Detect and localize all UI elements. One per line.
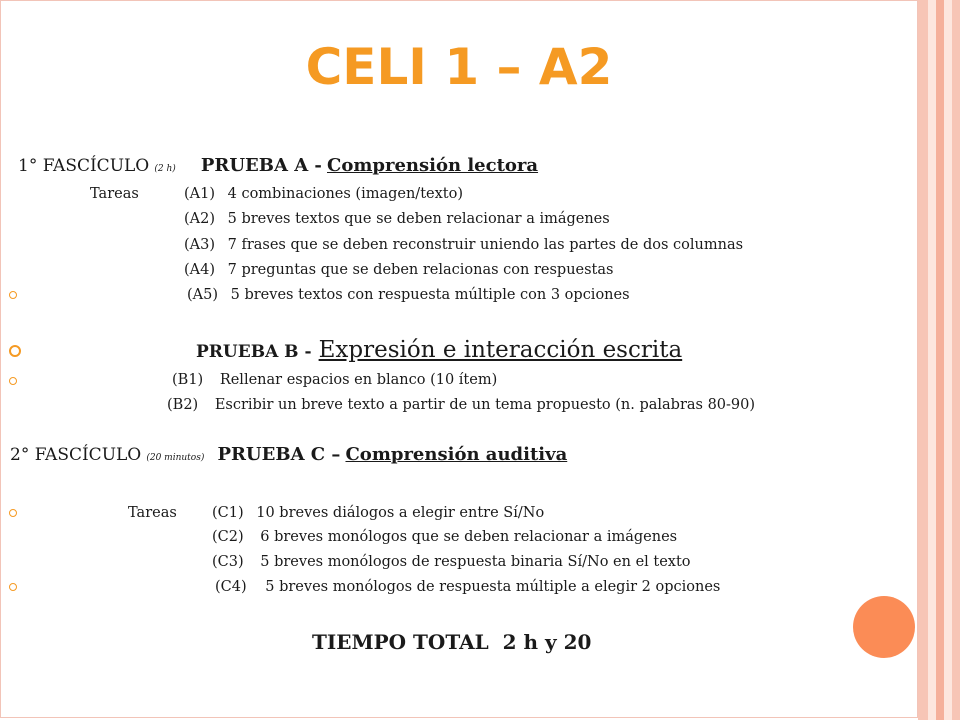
tareas-a-label: Tareas bbox=[90, 186, 139, 202]
task-code: (C3) bbox=[212, 554, 244, 570]
task-a4 bbox=[184, 262, 613, 278]
bullet-icon bbox=[9, 291, 17, 299]
task-a2 bbox=[184, 211, 610, 227]
task-code: (A4) bbox=[184, 262, 216, 278]
task-code: (A2) bbox=[184, 211, 216, 227]
task-c2 bbox=[212, 529, 677, 545]
task-code: (B2) bbox=[167, 397, 199, 413]
task-code: (A5) bbox=[187, 287, 219, 303]
tareas-c-label: Tareas bbox=[128, 505, 177, 521]
task-code: (A1) bbox=[184, 186, 216, 202]
bullet-icon bbox=[9, 583, 17, 591]
task-c1 bbox=[212, 505, 544, 521]
task-text: Rellenar espacios en blanco (10 ítem) bbox=[219, 372, 498, 388]
task-text: 6 breves monólogos que se deben relacionar a imágenes bbox=[260, 529, 678, 545]
prueba-a-prefix: PRUEBA A - bbox=[200, 155, 322, 176]
task-code: (C4) bbox=[215, 579, 247, 595]
slide-title: CELI 1 – A2 bbox=[305, 38, 613, 96]
task-a3 bbox=[184, 237, 743, 253]
fasciculo-1-header bbox=[18, 155, 538, 176]
total-time: TIEMPO TOTAL 2 h y 20 bbox=[312, 630, 592, 654]
task-c3 bbox=[212, 554, 691, 570]
task-code: (C2) bbox=[212, 529, 244, 545]
fasciculo-2-header bbox=[10, 444, 567, 465]
fasciculo-1-duration: (2 h) bbox=[154, 164, 176, 174]
task-text: 4 combinaciones (imagen/texto) bbox=[227, 186, 463, 202]
task-b1 bbox=[172, 372, 497, 388]
prueba-b-title: Expresión e interacción escrita bbox=[318, 337, 683, 363]
task-text: 10 breves diálogos a elegir entre Sí/No bbox=[256, 505, 545, 521]
task-a1 bbox=[184, 186, 463, 202]
accent-circle bbox=[853, 596, 915, 658]
prueba-b-prefix: PRUEBA B - bbox=[196, 342, 312, 362]
fasciculo-2-label: 2° FASCÍCULO bbox=[10, 445, 142, 465]
fasciculo-1-label: 1° FASCÍCULO bbox=[18, 156, 150, 176]
task-b2 bbox=[167, 397, 755, 413]
task-code: (B1) bbox=[172, 372, 204, 388]
task-code: (C1) bbox=[212, 505, 244, 521]
task-text: Escribir un breve texto a partir de un tema propuesto (n. palabras 80-90) bbox=[214, 397, 756, 413]
bullet-icon bbox=[9, 509, 17, 517]
prueba-c-prefix: PRUEBA C – bbox=[217, 444, 341, 465]
task-text: 5 breves textos que se deben relacionar a imágenes bbox=[227, 211, 610, 227]
prueba-a-title: Comprensión lectora bbox=[327, 155, 539, 176]
bullet-icon bbox=[9, 377, 17, 385]
prueba-b-header bbox=[196, 337, 682, 363]
task-text: 5 breves monólogos de respuesta binaria Sí/No en el texto bbox=[260, 554, 691, 570]
task-c4 bbox=[215, 579, 720, 595]
prueba-c-title: Comprensión auditiva bbox=[345, 444, 568, 465]
task-text: 5 breves monólogos de respuesta múltiple a elegir 2 opciones bbox=[265, 579, 721, 595]
task-text: 7 frases que se deben reconstruir uniendo las partes de dos columnas bbox=[227, 237, 744, 253]
fasciculo-2-duration: (20 minutos) bbox=[146, 453, 205, 463]
task-text: 5 breves textos con respuesta múltiple con 3 opciones bbox=[230, 287, 630, 303]
task-code: (A3) bbox=[184, 237, 216, 253]
task-a5 bbox=[187, 287, 630, 303]
bullet-icon bbox=[9, 345, 21, 357]
decorative-stripes bbox=[918, 0, 960, 720]
task-text: 7 preguntas que se deben relacionas con respuestas bbox=[227, 262, 614, 278]
